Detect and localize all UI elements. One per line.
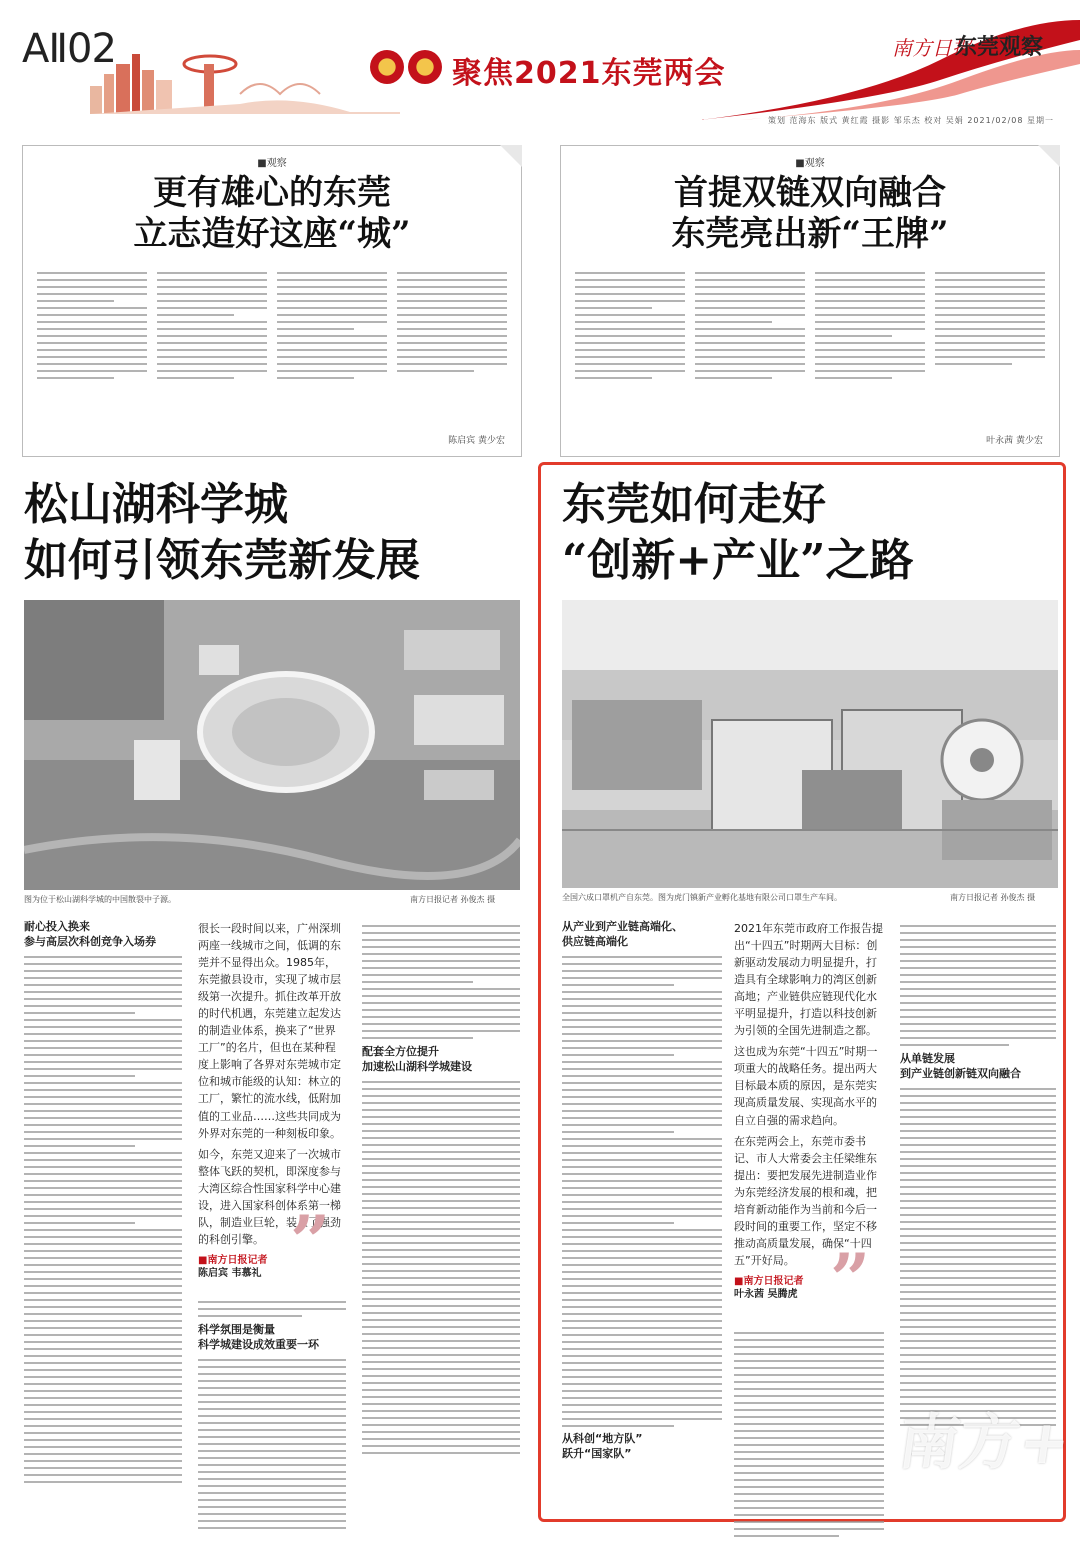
photo-credit: 南方日报记者 孙俊杰 摄 — [950, 893, 1036, 902]
body-text — [198, 1301, 346, 1317]
photo-caption: 全国六成口罩机产自东莞。图为虎门镇新产业孵化基地有限公司口罩生产车间。 — [562, 893, 842, 902]
reporter-label: ■南方日报记者 — [734, 1275, 804, 1287]
body-text — [900, 1088, 1056, 1426]
subheading: 供应链高端化 — [562, 934, 628, 948]
article-headline-line2: 如何引领东莞新发展 — [24, 535, 420, 586]
article-byline: 叶永茜 黄少宏 — [986, 436, 1043, 446]
page-header — [0, 0, 1080, 125]
subheading: 从科创“地方队” — [562, 1431, 643, 1445]
body-text — [24, 956, 182, 1483]
lead-paragraph: 很长一段时间以来，广州深圳两座一线城市之间，低调的东莞并不显得出众。1985年，东莞撤县设市，实现了城市层级第一次提升。抓住改革开放的时代机遇，东莞建立起发达的制造业体系，换来了“世界工厂”的名片，但也在某种程度上影响了各界对东莞城市定位和城市能级的认知：林立的工厂，繁忙的流水线，低附加值的工业品……这些共同成为外界对东莞的一种刻板印象。 — [198, 922, 341, 1140]
lead-paragraph: 如今，东莞又迎来了一次城市整体飞跃的契机，即深度参与大湾区综合性国家科学中心建设，进入国家科创体系第一梯队，制造业巨轮，装上了强劲的科创引擎。 — [198, 1147, 341, 1246]
article-column-3 — [900, 920, 1056, 1431]
section-name: 东莞观察 — [955, 35, 1044, 60]
photo-credit: 南方日报记者 孙俊杰 摄 — [410, 895, 496, 904]
editorial-credits: 策划 范海东 版式 黄红霞 摄影 邹乐杰 校对 吴娟 2021/02/08 星期一 — [768, 116, 1054, 125]
article-box-dual-chain — [560, 145, 1060, 457]
lead-paragraph: 2021年东莞市政府工作报告提出“十四五”时期两大目标：创新驱动发展动力明显提升，打造具有全球影响力的湾区创新高地；产业链供应链现代化水平明显提升，打造以科技创新为引领的全国先进制造之都。 — [734, 922, 883, 1038]
cppcc-emblem-icon — [408, 50, 442, 84]
subheading: 耐心投入换来 — [24, 920, 90, 933]
article-column-2 — [734, 920, 884, 1542]
focus-banner-title: 聚焦2021东莞两会 — [452, 56, 726, 91]
body-text — [562, 956, 722, 1427]
subheading: 科学城建设成效重要一环 — [198, 1337, 319, 1351]
quote-mark-icon: ” — [290, 1200, 331, 1283]
mask-factory-photo — [562, 600, 1058, 888]
subheading: 加速松山湖科学城建设 — [362, 1059, 472, 1073]
photo-caption: 图为位于松山湖科学城的中国散裂中子源。 — [24, 895, 176, 904]
article-title-line1: 更有雄心的东莞 — [153, 173, 391, 213]
article-headline-line1: 东莞如何走好 — [562, 479, 826, 530]
newspaper-logo: 南方日报 — [892, 36, 972, 60]
reporter-names: 叶永茜 吴腾虎 — [734, 1289, 798, 1301]
subheading: 从产业到产业链高端化、 — [562, 920, 683, 933]
app-watermark: 南方+ — [894, 1408, 1075, 1478]
subheading: 到产业链创新链双向融合 — [900, 1066, 1021, 1080]
lead-paragraph: 在东莞两会上，东莞市委书记、市人大常委会主任梁维东提出：要把发展先进制造业作为东莞经济发展的根和魂，把培育新动能作为当前和今后一段时间的重要工作，坚定不移推动高质量发展，确保“十四五”开好局。 — [734, 1134, 877, 1267]
lead-paragraph: 这也成为东莞“十四五”时期一项重大的战略任务。提出两大目标最本质的原因，是东莞实现高质量发展、实现高水平的自立自强的需求趋向。 — [734, 1045, 878, 1127]
body-text — [362, 1081, 520, 1454]
body-text — [362, 925, 520, 1039]
article-body-text — [561, 255, 1059, 384]
page-number: AⅡ02 — [22, 26, 116, 72]
article-column-1 — [24, 920, 182, 1488]
article-headline-line2: “创新+产业”之路 — [562, 535, 914, 586]
subheading: 科学氛围是衡量 — [198, 1322, 275, 1336]
subheading: 参与高层次科创竞争入场券 — [24, 934, 156, 948]
article-tag: ■观察 — [795, 158, 825, 169]
article-headline-line1: 松山湖科学城 — [24, 479, 288, 530]
subheading: 跃升“国家队” — [562, 1446, 632, 1460]
subheading: 从单链发展 — [900, 1052, 955, 1065]
city-skyline-graphic — [90, 34, 400, 114]
reporter-label: ■南方日报记者 — [198, 1254, 268, 1266]
article-body-text — [23, 255, 521, 384]
science-city-aerial-photo — [24, 600, 520, 890]
article-byline: 陈启宾 黄少宏 — [448, 436, 505, 446]
article-column-1 — [562, 920, 722, 1461]
article-title-line2: 立志造好这座“城” — [133, 213, 411, 254]
national-emblem-icon — [370, 50, 404, 84]
article-box-ambition — [22, 145, 522, 457]
article-column-3 — [362, 920, 520, 1459]
article-column-2 — [198, 920, 346, 1534]
body-text — [900, 925, 1056, 1046]
quote-mark-icon: ” — [830, 1238, 871, 1321]
body-text — [734, 1332, 884, 1537]
article-title-line1: 首提双链双向融合 — [674, 173, 946, 213]
reporter-names: 陈启宾 韦慕礼 — [198, 1268, 262, 1280]
body-text — [198, 1359, 346, 1529]
subheading: 配套全方位提升 — [362, 1045, 439, 1058]
article-tag: ■观察 — [257, 158, 287, 169]
article-title-line2: 东莞亮出新“王牌” — [671, 213, 949, 254]
